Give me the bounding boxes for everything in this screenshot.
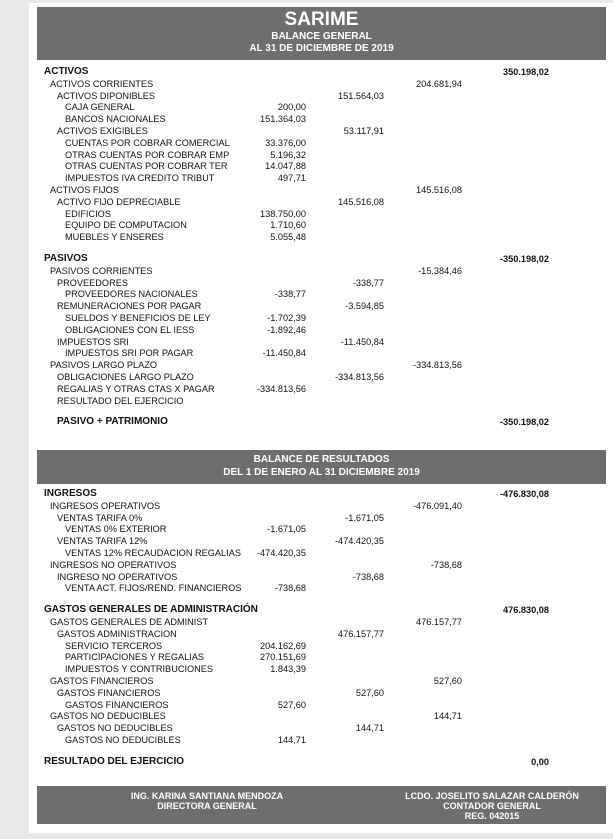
account-value: 144,71 (277, 735, 306, 745)
account-row (29, 395, 613, 407)
account-row (29, 628, 613, 640)
account-row (29, 675, 613, 687)
account-value: 270.151,69 (260, 652, 306, 663)
account-label: ACTIVOS CORRIENTES (50, 78, 154, 89)
account-row (29, 231, 613, 243)
account-value: -334.813,56 (412, 360, 462, 371)
account-value: 497,71 (277, 173, 306, 184)
account-label: INGRESOS OPERATIVOS (50, 500, 161, 511)
document-sheet (29, 3, 613, 833)
account-label: VENTA ACT. FIJOS/REND. FINANCIEROS (65, 583, 242, 594)
account-row (29, 734, 613, 746)
account-value: -11.450,84 (262, 348, 306, 359)
signature-right-name: LCDO. JOSELITO SALAZAR CALDERÓN (405, 791, 579, 801)
report-date: AL 31 DE DICIEMBRE DE 2019 (249, 43, 394, 54)
account-label: ACTIVOS FIJOS (50, 185, 119, 195)
account-row (29, 512, 613, 524)
account-row (29, 722, 613, 734)
signature-right (362, 791, 613, 821)
account-label: EQUIPO DE COMPUTACION (65, 220, 187, 231)
account-label: VENTAS TARIFA 12% (57, 536, 148, 547)
account-row (29, 336, 613, 348)
account-row (29, 277, 613, 289)
account-row (29, 371, 613, 383)
account-label: MUEBLES Y ENSERES (65, 232, 164, 243)
section-total-row (29, 756, 613, 768)
account-row (29, 547, 613, 559)
account-label: IMPUESTOS SRI (57, 336, 129, 347)
account-row (29, 265, 613, 277)
account-row (29, 559, 613, 571)
account-label: GASTOS ADMINISTRACION (57, 628, 177, 639)
section-total-row (29, 66, 613, 78)
account-label: CUENTAS POR COBRAR COMERCIAL (65, 137, 230, 148)
account-row (29, 651, 613, 663)
account-value: -1.892,46 (267, 324, 306, 335)
account-row (29, 710, 613, 722)
account-value: -338,77 (274, 289, 306, 300)
account-row (29, 359, 613, 371)
account-value: -350.198,02 (499, 254, 549, 264)
account-label: VENTAS 0% EXTERIOR (65, 524, 167, 535)
account-value: -334.813,56 (334, 372, 384, 382)
account-value: 527,60 (433, 676, 462, 686)
account-label: INGRESO NO OPERATIVOS (57, 571, 178, 582)
account-value: 350.198,02 (503, 67, 549, 77)
account-value: 1.710,60 (270, 220, 306, 231)
account-label: ACTIVOS DIPONIBLES (57, 90, 156, 101)
balance-header (37, 7, 606, 60)
account-value: -11.450,84 (340, 336, 384, 347)
account-label: EDIFICIOS (65, 208, 111, 219)
account-row (29, 101, 613, 113)
signature-left-name: ING. KARINA SANTIANA MENDOZA (130, 791, 284, 801)
account-value: -15.384,46 (418, 265, 462, 276)
account-label: SUELDOS Y BENEFICIOS DE LEY (65, 313, 211, 323)
account-label: PASIVOS (44, 253, 88, 264)
account-row (29, 535, 613, 547)
account-value: 145.516,08 (338, 196, 384, 207)
account-value: -474.420,35 (334, 536, 384, 547)
account-label: REGALIAS Y OTRAS CTAS X PAGAR (57, 383, 215, 394)
account-label: ACTIVO FIJO DEPRECIABLE (57, 196, 181, 207)
account-label: GASTOS GENERALES DE ADMINIST (50, 617, 209, 627)
account-row (29, 640, 613, 652)
account-label: ACTIVOS (44, 66, 89, 77)
account-value: 204.162,69 (260, 640, 306, 651)
account-row (29, 523, 613, 535)
account-value: 1.843,39 (270, 664, 306, 675)
signature-right-reg: REG. 042015 (464, 811, 520, 821)
account-value: 145.516,08 (416, 185, 462, 195)
account-value: 53.117,91 (343, 126, 384, 136)
account-label: IMPUESTOS IVA CREDITO TRIBUT (65, 173, 215, 184)
account-value: 138.750,00 (260, 208, 306, 219)
account-value: -1.671,05 (345, 512, 384, 523)
account-label: GASTOS NO DEDUCIBLES (50, 711, 166, 722)
account-label: GASTOS FINANCIEROS (65, 699, 169, 710)
account-label: INGRESOS NO OPERATIVOS (50, 559, 177, 570)
section-total-row (29, 416, 613, 428)
account-label: OTRAS CUENTAS POR COBRAR TER (65, 161, 228, 172)
account-row (29, 312, 613, 324)
account-row (29, 347, 613, 359)
account-value: -738,68 (352, 571, 384, 582)
account-value: -334.813,56 (256, 383, 306, 394)
account-label: PASIVOS CORRIENTES (50, 265, 153, 276)
account-row (29, 219, 613, 231)
account-row (29, 699, 613, 711)
account-label: GASTOS NO DEDUCIBLES (57, 723, 173, 734)
account-value: 14.047,88 (265, 161, 306, 172)
account-label: VENTAS 12% RECAUDACION REGALIAS (65, 548, 241, 558)
account-value: 144,71 (355, 723, 384, 734)
account-label: CAJA GENERAL (65, 102, 135, 113)
account-value: -474.420,35 (256, 548, 306, 558)
account-label: OTRAS CUENTAS POR COBRAR EMP (65, 149, 230, 160)
account-label: IMPUESTOS Y CONTRIBUCIONES (65, 664, 214, 675)
section-total-row (29, 253, 613, 265)
account-label: RESULTADO DEL EJERCICIO (44, 755, 185, 767)
account-value: -738,68 (274, 583, 306, 594)
account-row (29, 149, 613, 161)
section-total-row (29, 488, 613, 500)
account-row (29, 383, 613, 395)
account-row (29, 582, 613, 594)
signature-band (37, 786, 606, 824)
account-row (29, 324, 613, 336)
account-row (29, 208, 613, 220)
account-row (29, 571, 613, 583)
account-row (29, 196, 613, 208)
account-label: PROVEEDORES NACIONALES (65, 289, 198, 300)
account-label: PASIVOS LARGO PLAZO (50, 360, 158, 371)
account-label: GASTOS NO DEDUCIBLES (65, 735, 181, 745)
results-header (37, 450, 606, 484)
account-value: 144,71 (433, 711, 462, 722)
signature-left (77, 791, 337, 811)
account-value: 476.157,77 (416, 617, 462, 627)
account-row (29, 137, 613, 149)
account-value: 5.196,32 (270, 149, 306, 160)
account-label: OBLIGACIONES CON EL IESS (65, 324, 195, 335)
account-row (29, 500, 613, 512)
account-value: 204.681,94 (416, 78, 462, 89)
account-label: GASTOS GENERALES DE ADMINISTRACIÓN (44, 604, 258, 616)
account-row (29, 300, 613, 312)
account-value: 476.157,77 (338, 628, 384, 639)
account-value: 527,60 (277, 699, 306, 710)
account-value: 151.564,03 (338, 90, 384, 101)
account-label: PROVEEDORES (57, 277, 128, 288)
section-total-row (29, 604, 613, 616)
signature-right-role: CONTADOR GENERAL (443, 801, 541, 811)
account-row (29, 172, 613, 184)
account-value: -476.830,08 (499, 489, 549, 499)
account-value: 527,60 (355, 687, 384, 698)
results-title: BALANCE DE RESULTADOS (253, 454, 390, 465)
account-value: -338,77 (352, 277, 384, 288)
account-value: 200,00 (277, 102, 306, 113)
account-row (29, 113, 613, 125)
account-label: INGRESOS (44, 488, 97, 499)
account-row (29, 288, 613, 300)
account-label: REMUNERACIONES POR PAGAR (57, 301, 202, 312)
account-row (29, 90, 613, 102)
account-label: BANCOS NACIONALES (65, 114, 166, 125)
account-row (29, 687, 613, 699)
account-label: GASTOS FINANCIEROS (50, 676, 154, 686)
account-value: 0,00 (531, 756, 549, 767)
account-row (29, 663, 613, 675)
signature-left-role: DIRECTORA GENERAL (157, 801, 257, 811)
account-label: RESULTADO DEL EJERCICIO (57, 395, 184, 406)
report-title: BALANCE GENERAL (271, 31, 372, 42)
account-value: -476.091,40 (412, 500, 462, 511)
account-label: IMPUESTOS SRI POR PAGAR (65, 348, 194, 359)
account-value: 476.830,08 (503, 605, 549, 616)
account-label: GASTOS FINANCIEROS (57, 687, 161, 698)
account-value: -3.594,85 (345, 301, 384, 312)
results-period: DEL 1 DE ENERO AL 31 DICIEMBRE 2019 (223, 467, 420, 478)
account-row (29, 184, 613, 196)
account-row (29, 78, 613, 90)
account-row (29, 160, 613, 172)
account-label: OBLIGACIONES LARGO PLAZO (57, 372, 194, 382)
account-value: -350.198,02 (499, 417, 549, 428)
account-value: 33.376,00 (265, 137, 306, 148)
account-label: PASIVO + PATRIMONIO (57, 416, 168, 428)
company-name: SARIME (284, 9, 359, 30)
account-value: 5.055,48 (270, 232, 306, 243)
account-label: SERVICIO TERCEROS (65, 640, 163, 651)
account-row (29, 125, 613, 137)
account-label: VENTAS TARIFA 0% (57, 512, 143, 523)
account-label: ACTIVOS EXIGIBLES (57, 126, 148, 136)
account-value: -738,68 (430, 559, 462, 570)
account-row (29, 616, 613, 628)
account-label: PARTICIPACIONES Y REGALIAS (65, 652, 205, 663)
account-value: 151.364,03 (260, 114, 306, 125)
account-value: -1.702,39 (267, 313, 306, 323)
account-value: -1.671,05 (267, 524, 306, 535)
